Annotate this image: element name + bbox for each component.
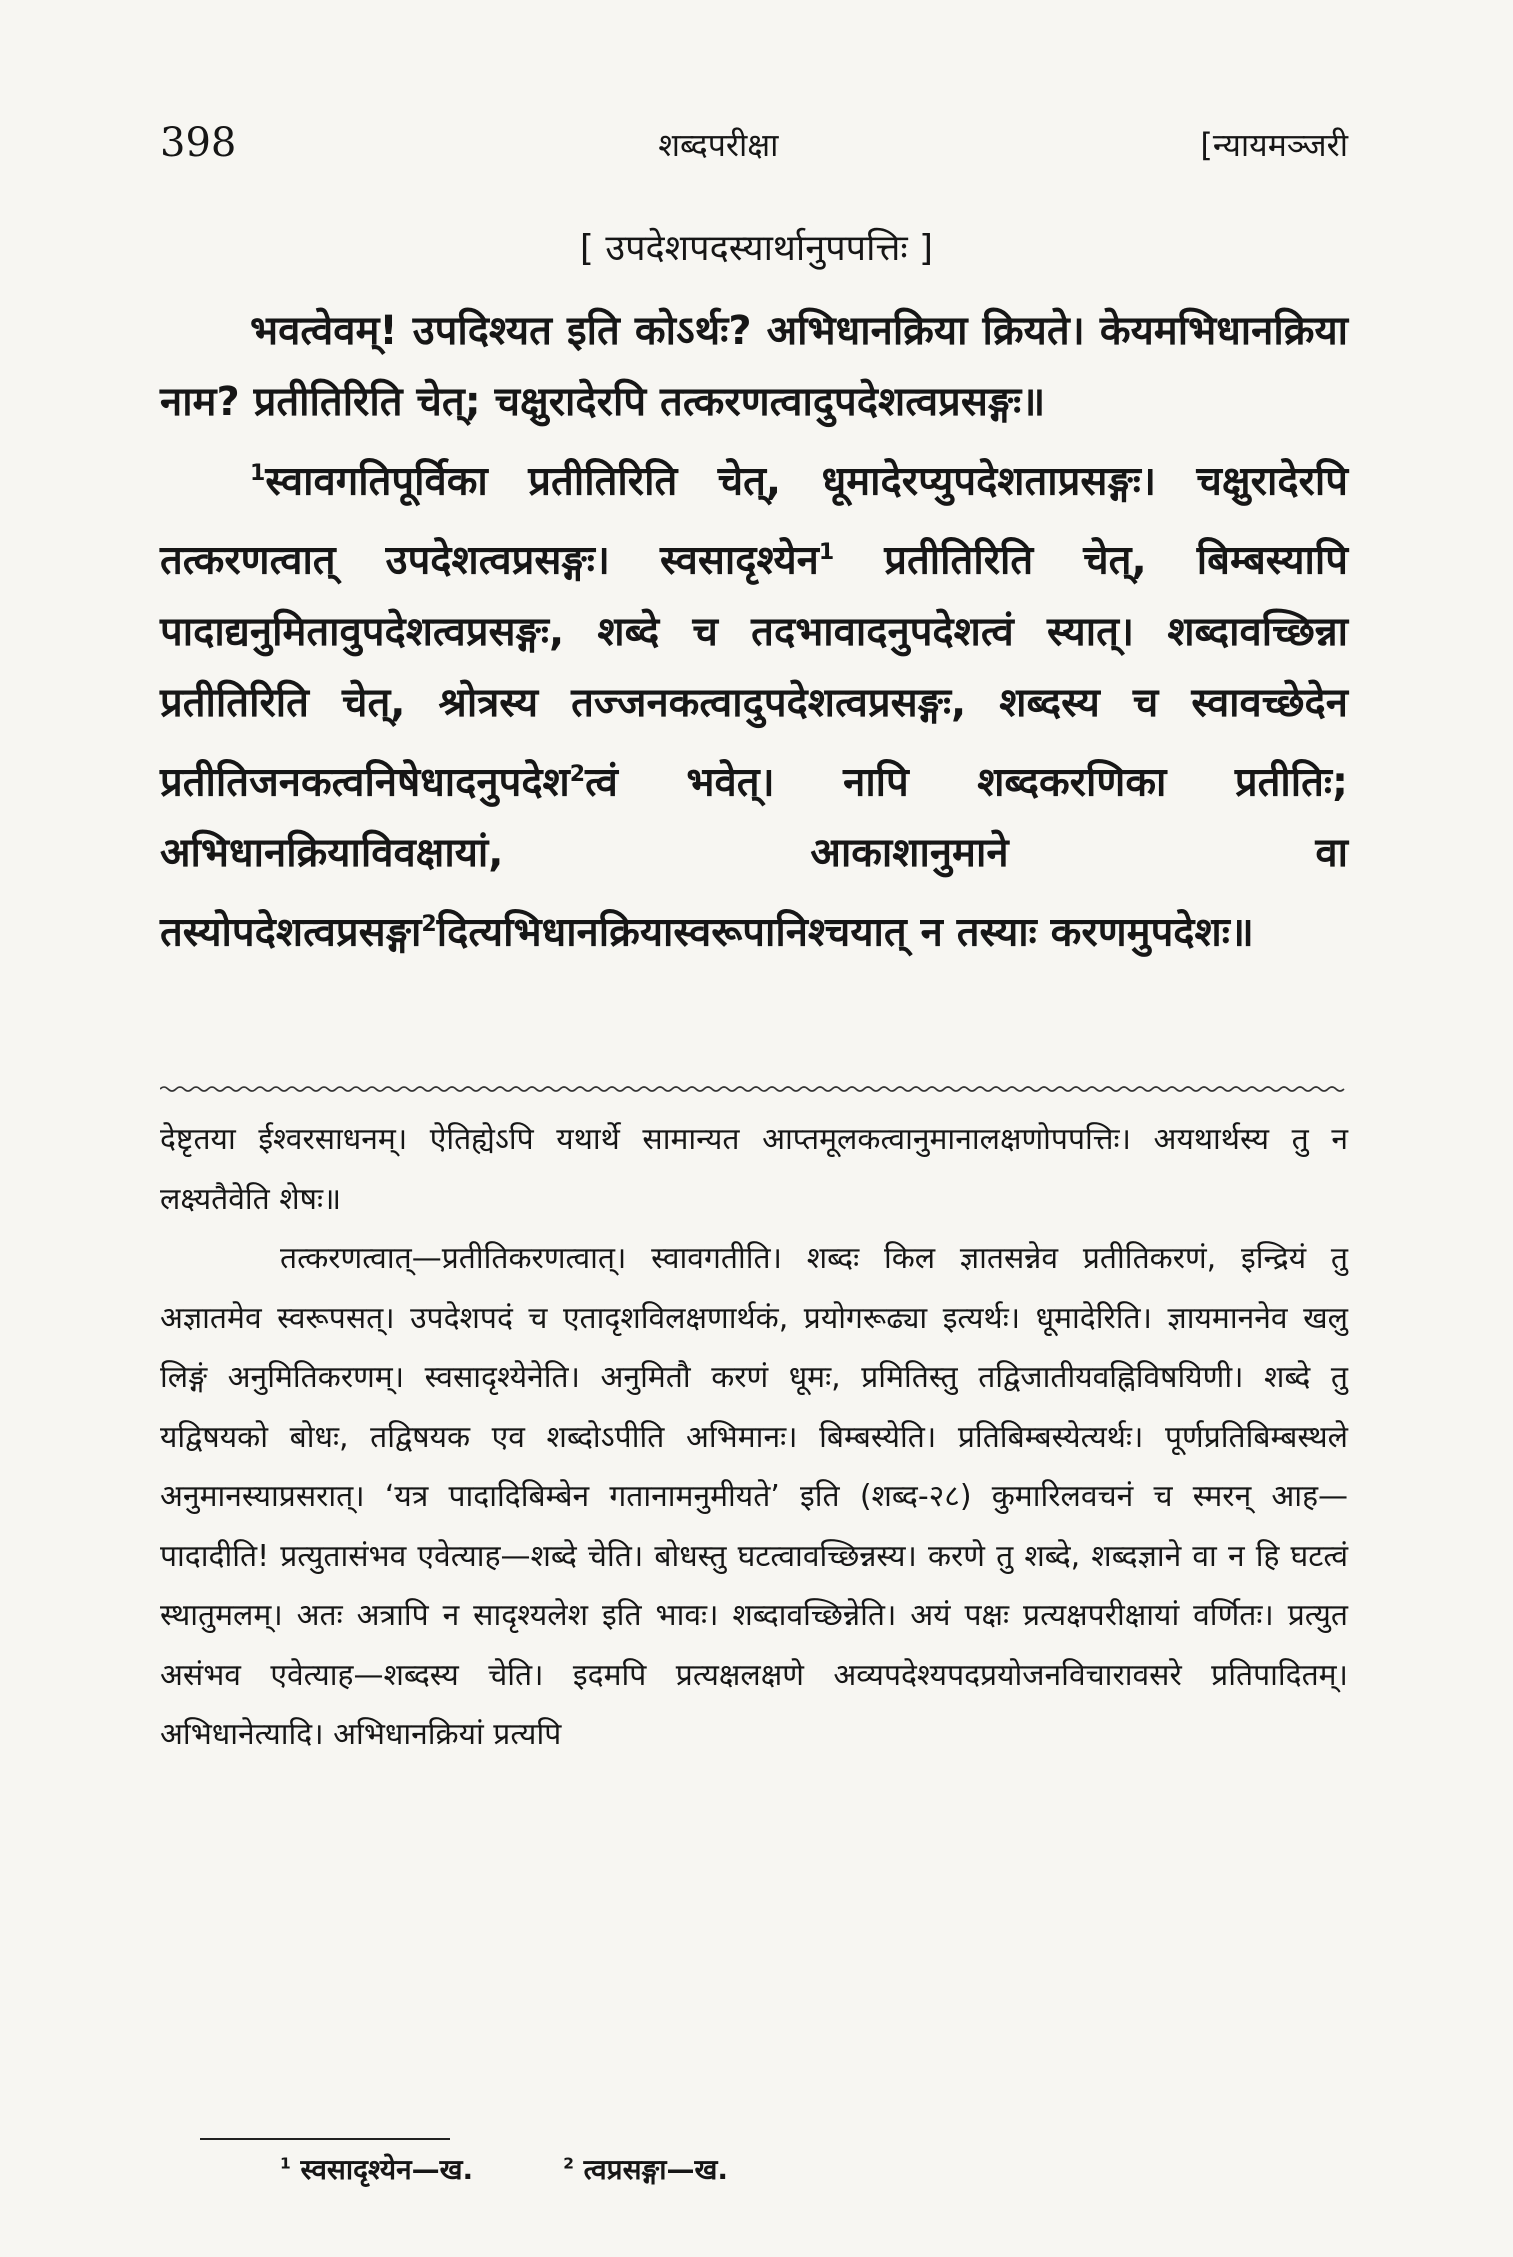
footnote-ref: 2: [421, 911, 437, 937]
running-head: शब्दपरीक्षा: [658, 126, 779, 164]
footnote-2-mark: 2: [563, 2154, 574, 2173]
page-header: [160, 120, 1348, 180]
main-text: [160, 296, 1348, 968]
wavy-divider: [160, 1085, 1348, 1093]
main-paragraph-2-part-c: त्वं भवेत्। नापि शब्दकरणिका प्रतीतिः; अभिधानक्रियाविवक्षायां, आकाशानुमाने वा तस्योपदेशत्वप्रसङ्गा: [160, 758, 1348, 956]
footnote-1-text: स्वसादृश्येन—ख.: [300, 2153, 474, 2186]
commentary-paragraph-2: तत्करणत्वात्—प्रतीतिकरणत्वात्। स्वावगतीति। शब्दः किल ज्ञातसन्नेव प्रतीतिकरणं, इन्द्रियं तु अज्ञातमेव स्वरूपसत्। उपदेशपदं च एतादृशविलक्षणार्थकं, प्रयोगरूढ्या इत्यर्थः। धूमादेरिति। ज्ञायमाननेव खलु लिङ्गं अनुमितिकरणम्। स्वसादृश्येनेति। अनुमितौ करणं धूमः, प्रमितिस्तु तद्विजातीयवह्निविषयिणी। शब्दे तु यद्विषयको बोधः, तद्विषयक एव शब्दोऽपीति अभिमानः। बिम्बस्येति। प्रतिबिम्बस्येत्यर्थः। पूर्णप्रतिबिम्बस्थले अनुमानस्याप्रसरात्। ‘यत्र पादादिबिम्बेन गतानामनुमीयते’ इति (शब्द-२८) कुमारिलवचनं च स्मरन् आह—पादादीति! प्रत्युतासंभव एवेत्याह—शब्दे चेति। बोधस्तु घटत्वावच्छिन्नस्य। करणे तु शब्दे, शब्दज्ञाने वा न हि घटत्वं स्थातुमलम्। अतः अत्रापि न सादृश्यलेश इति भावः। शब्दावच्छिन्नेति। अयं पक्षः प्रत्यक्षपरीक्षायां वर्णितः। प्रत्युत असंभव एवेत्याह—शब्दस्य चेति। इदमपि प्रत्यक्षलक्षणे अव्यपदेश्यपदप्रयोजनविचारावसरे प्रतिपादितम्। अभिधानेत्यादि। अभिधानक्रियां प्रत्यपि: [160, 1241, 1348, 1752]
footnote-ref: 1: [818, 540, 835, 566]
main-paragraph-2-part-a: स्वावगतिपूर्विका प्रतीतिरिति चेत्, धूमादेरप्युपदेशताप्रसङ्गः। चक्षुरादेरपि तत्करणत्वात् उपदेशत्वप्रसङ्गः। स्वसादृश्येन: [160, 458, 1348, 584]
commentary-paragraph-1: देष्टृतया ईश्वरसाधनम्। ऐतिह्येऽपि यथार्थे सामान्यत आप्तमूलकत्वानुमानालक्षणोपपत्तिः। अयथार्थस्य तु न लक्ष्यतैवेति शेषः॥: [160, 1122, 1348, 1217]
main-paragraph-2-part-d: दित्यभिधानक्रियास्वरूपानिश्चयात् न तस्याः करणमुपदेशः॥: [436, 909, 1254, 956]
footnote-ref: 1: [250, 461, 266, 486]
footnote-1-mark: 1: [280, 2154, 291, 2173]
footnote-ref: 2: [569, 761, 586, 787]
footnote-2-text: त्वप्रसङ्गा—ख.: [583, 2153, 729, 2186]
section-heading: [ उपदेशपदस्यार्थानुपपत्तिः ]: [579, 228, 934, 269]
main-paragraph-1: भवत्वेवम्! उपदिश्यत इति कोऽर्थः? अभिधानक्रिया क्रियते। केयमभिधानक्रिया नाम? प्रतीतिरिति चेत्; चक्षुरादेरपि तत्करणत्वादुपदेशत्वप्रसङ्गः॥: [160, 308, 1348, 425]
main-paragraph-2-part-b: प्रतीतिरिति चेत्, बिम्बस्यापि पादाद्यनुमितावुपदेशत्वप्रसङ्गः, शब्दे च तदभावादनुपदेशत्वं स्यात्। शब्दावच्छिन्ना प्रतीतिरिति चेत्, श्रोत्रस्य तज्जनकत्वादुपदेशत्वप्रसङ्गः, शब्दस्य च स्वावच्छेदेन प्रतीतिजनकत्वनिषेधादनुपदेश: [160, 537, 1348, 805]
book-title: [न्यायमञ्जरी: [1200, 126, 1348, 164]
footnote-1: [280, 2150, 473, 2188]
footnote-rule: [200, 2138, 450, 2140]
commentary: [160, 1110, 1348, 1765]
main-paragraph-2: [160, 438, 1348, 968]
footnotes: [280, 2150, 1348, 2188]
page-number: 398: [160, 120, 237, 166]
footnote-2: [563, 2150, 728, 2188]
